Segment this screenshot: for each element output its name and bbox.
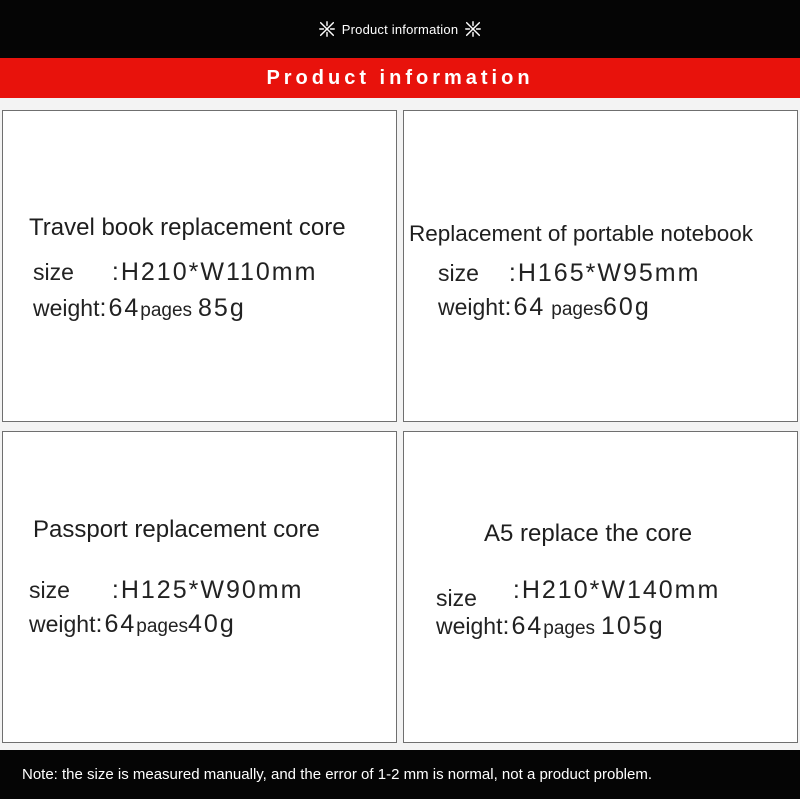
top-title: Product information (341, 21, 459, 37)
product-name: Replacement of portable notebook (409, 221, 753, 246)
weight-label: weight (29, 611, 96, 637)
size-value: :H165*W95mm (508, 259, 701, 287)
product-card-portable-notebook (403, 110, 798, 422)
pages-word: pages (543, 618, 596, 639)
weight-label: weight (33, 295, 100, 321)
size-label: size (33, 259, 74, 285)
product-name: Travel book replacement core (29, 214, 346, 241)
weight-label: weight (438, 294, 505, 320)
snowflake-icon (464, 20, 482, 38)
snowflake-icon (318, 20, 336, 38)
pages-word: pages (551, 299, 604, 320)
weight-colon: : (99, 294, 109, 322)
size-value: :H210*W140mm (512, 576, 721, 604)
size-value: :H210*W110mm (111, 258, 318, 286)
weight-value: 105g (601, 612, 665, 640)
pages-word: pages (136, 616, 189, 637)
size-row (33, 258, 317, 287)
weight-value: 85g (198, 294, 246, 322)
pages-count: 64 (104, 610, 137, 638)
product-name: A5 replace the core (484, 520, 693, 547)
size-value: :H125*W90mm (111, 576, 304, 604)
weight-value: 40g (188, 610, 236, 638)
pages-count: 64 (108, 294, 141, 322)
top-header-bar (0, 0, 800, 58)
product-name: Passport replacement core (33, 516, 320, 543)
banner (0, 58, 800, 98)
pages-count: 64 (513, 293, 546, 321)
pages-word: pages (140, 300, 193, 321)
weight-colon: : (502, 612, 512, 640)
weight-value: 60g (603, 293, 651, 321)
product-card-passport (2, 431, 397, 743)
pages-count: 64 (511, 612, 544, 640)
size-row (436, 576, 721, 611)
weight-row (29, 610, 236, 639)
product-grid (0, 98, 800, 750)
weight-row (438, 293, 651, 322)
weight-row (436, 612, 665, 641)
product-card-a5 (403, 431, 798, 743)
size-label: size (29, 577, 70, 603)
footer-bar (0, 750, 800, 799)
size-label: size (438, 260, 479, 286)
weight-colon: : (95, 610, 105, 638)
product-card-travel-book (2, 110, 397, 422)
weight-row (33, 294, 246, 323)
footer-note: Note: the size is measured manually, and the error of 1-2 mm is normal, not a product problem. (22, 766, 653, 783)
size-row (29, 576, 303, 605)
size-label: size (436, 585, 477, 611)
weight-label: weight (436, 613, 503, 639)
size-row (438, 259, 700, 288)
banner-title: Product information (266, 66, 534, 89)
weight-colon: : (504, 293, 514, 321)
